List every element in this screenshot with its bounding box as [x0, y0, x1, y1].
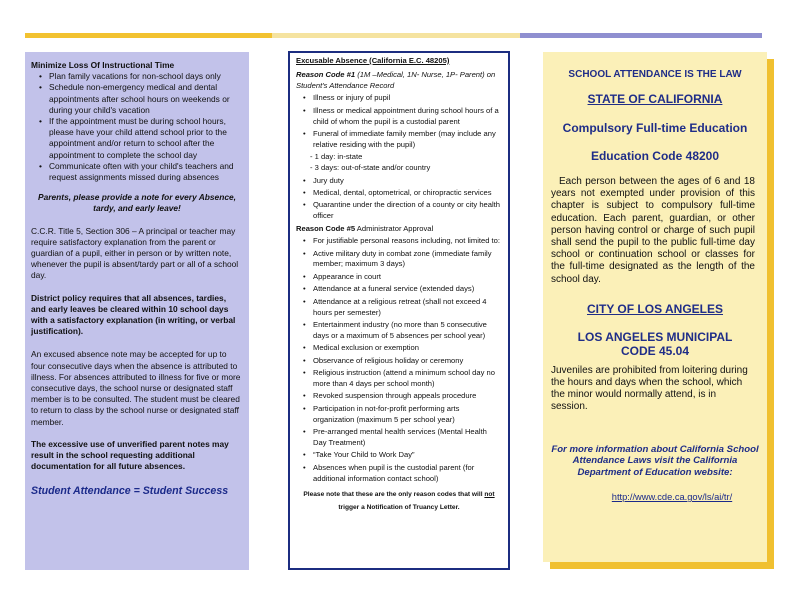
ccr-paragraph: C.C.R. Title 5, Section 306 – A principal or teacher may require satisfactory explanation from the parent or guardian of a pupil, either in person or by written note, whenever the pupil is absent/tardy part or all of a school day.: [31, 225, 239, 281]
city-heading: CITY OF LOS ANGELES: [586, 301, 723, 316]
footnote-part-1: Please note that these are the only reason codes that will: [303, 490, 485, 498]
district-policy-paragraph: District policy requires that all absences, tardies, and early leaves be cleared within 10 school days with a satisfactory explanation (in writing, or verbal justification).: [31, 292, 236, 337]
top-divider-gold: [25, 33, 272, 38]
list-item: • Plan family vacations for non-school days only: [41, 71, 243, 82]
list-item: • Communicate often with your child's teachers and request assignments missed during absences: [41, 161, 243, 183]
municipal-heading-line-1: LOS ANGELES MUNICIPAL: [577, 329, 733, 344]
list-item: • If the appointment must be during school hours, please have your child attend school prior to the appointment and/or return to school after the appointment to complete the school day: [41, 116, 243, 161]
list-item: • Participation in not-for-profit performing arts organization (maximum 5 per school year): [304, 404, 502, 426]
compulsory-heading: Compulsory Full-time Education: [562, 121, 748, 135]
reason-code-5-desc: Administrator Approval: [355, 223, 434, 233]
list-item: • Attendance at a religious retreat (shall not exceed 4 hours per semester): [304, 297, 502, 319]
unverified-notes-paragraph: The excessive use of unverified parent notes may result in the school requesting additional documentation for all future absences.: [31, 438, 229, 472]
more-info-text: For more information about California School Attendance Laws visit the California Department of Education website:: [551, 443, 759, 478]
list-item: • Medical, dental, optometrical, or chiropractic services: [304, 188, 502, 199]
funeral-in-state: - 1 day: in-state: [310, 152, 363, 162]
list-item: • Illness or medical appointment during school hours of a child of whom the pupil is a custodial parent: [304, 106, 502, 128]
funeral-out-of-state: - 3 days: out-of-state and/or country: [310, 163, 431, 173]
reason-code-5-list: [296, 236, 502, 485]
instructional-time-heading: Minimize Loss Of Instructional Time: [31, 60, 175, 70]
tips-list: [31, 71, 243, 183]
excused-note-paragraph: An excused absence note may be accepted for up to four consecutive days when the absence is attributed to illness. For absences attributed to illness for five or more consecutive days, the school nurse or designated staff member is to be consulted. The student must be cleared to return to class by the school nurse or designated staff member.: [31, 349, 241, 427]
top-divider-purple: [520, 33, 762, 38]
education-code-text: Each person between the ages of 6 and 18 years not exempted under provision of this chapter is subject to compulsory full-time education. Each parent, guardian, or other person having control or charge of such pupil shall send the pupil to the public full-time day school or continuation school or classes for the full-time designated as the length of the school day.: [551, 176, 755, 285]
list-item: • “Take Your Child to Work Day”: [304, 450, 502, 461]
reason-code-1-list-b: [296, 176, 502, 223]
list-item: • Pre-arranged mental health services (Mental Health Day Treatment): [304, 427, 502, 449]
municipal-heading-line-2: CODE 45.04: [620, 343, 690, 358]
state-heading: STATE OF CALIFORNIA: [587, 92, 723, 106]
list-item: • Appearance in court: [304, 272, 502, 283]
excusable-absence-title: Excusable Absence (California E.C. 48205): [296, 56, 450, 65]
attendance-slogan: Student Attendance = Student Success: [31, 484, 229, 497]
list-item: • Illness or injury of pupil: [304, 93, 502, 104]
footnote-part-2: trigger a Notification of Truancy Letter.: [338, 503, 460, 511]
list-item: • Religious instruction (attend a minimum school day no more than 4 days per school month): [304, 368, 502, 390]
loitering-text: Juveniles are prohibited from loitering during the hours and days when the school, which the minor would normally attend, is in session.: [551, 364, 748, 413]
list-item: • Observance of religious holiday or ceremony: [304, 356, 502, 367]
list-item: • Schedule non-emergency medical and dental appointments after school hours on weekends or during your child's vacation: [41, 82, 243, 116]
reason-code-1-desc: (1M –Medical, 1N- Nurse, 1P- Parent) on Student's Attendance Record: [296, 69, 496, 90]
list-item: • Medical exclusion or exemption: [304, 343, 502, 354]
top-divider-cream: [272, 33, 520, 38]
left-panel: [25, 52, 249, 570]
reason-code-1-label: Reason Code #1: [296, 69, 356, 79]
list-item: • Revoked suspension through appeals procedure: [304, 391, 502, 402]
reason-code-1-list: [296, 93, 502, 151]
list-item: • Entertainment industry (no more than 5 consecutive days or a maximum of 5 absences per school year): [304, 320, 502, 342]
right-panel: [543, 52, 767, 562]
education-code-heading: Education Code 48200: [590, 149, 720, 163]
list-item: • For justifiable personal reasons including, not limited to:: [304, 236, 502, 247]
truancy-footnote: [296, 488, 502, 514]
list-item: • Funeral of immediate family member (may include any relative residing with the pupil): [304, 129, 502, 151]
law-heading: SCHOOL ATTENDANCE IS THE LAW: [568, 69, 742, 80]
reason-code-5-header: [296, 224, 502, 235]
list-item: • Active military duty in combat zone (immediate family member; maximum 3 days): [304, 249, 502, 271]
list-item: • Attendance at a funeral service (extended days): [304, 284, 502, 295]
cde-website-link[interactable]: http://www.cde.ca.gov/ls/ai/tr/: [611, 492, 733, 503]
middle-panel: [288, 51, 510, 570]
list-item: • Quarantine under the direction of a county or city health officer: [304, 200, 502, 222]
parent-note-reminder: Parents, please provide a note for every Absence, tardy, and early leave!: [38, 192, 236, 214]
list-item: • Jury duty: [304, 176, 502, 187]
reason-code-5-label: Reason Code #5: [296, 223, 356, 233]
footnote-not: not: [484, 490, 495, 498]
reason-code-1-header: [296, 70, 502, 92]
list-item: • Absences when pupil is the custodial parent (for additional information contact school): [304, 463, 502, 485]
